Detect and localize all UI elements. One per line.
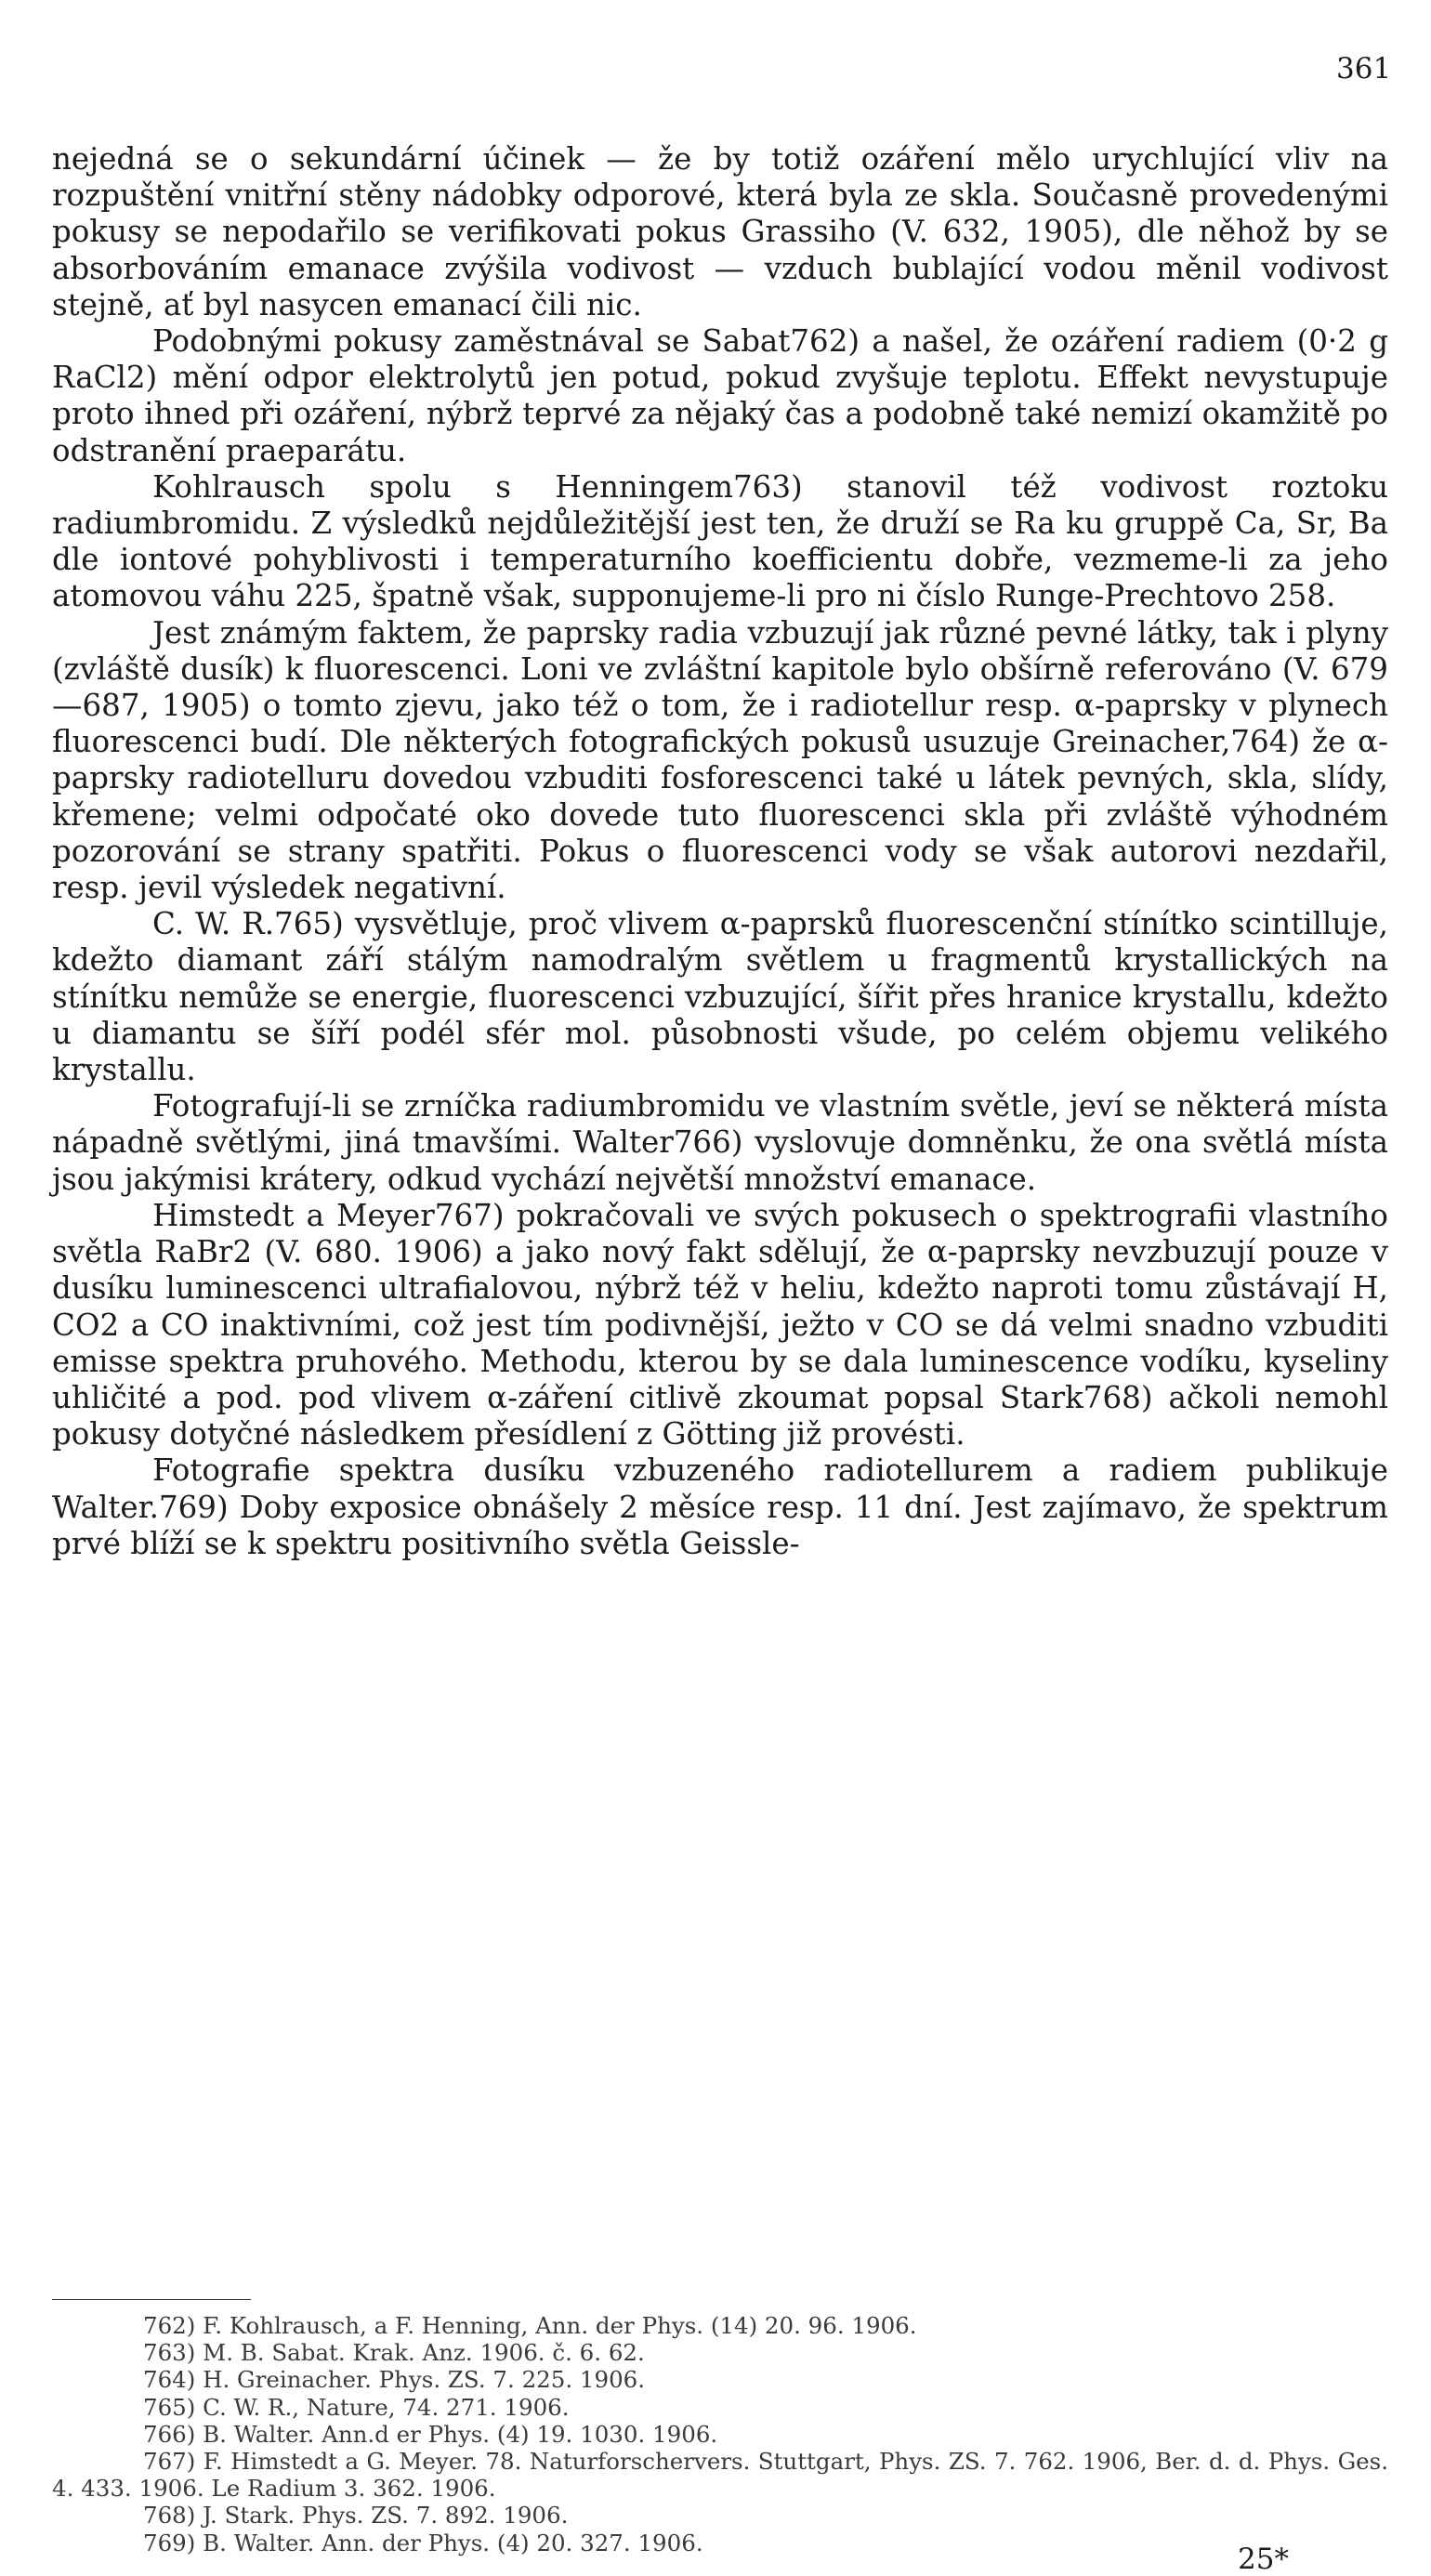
footnote: 762) F. Kohlrausch, a F. Henning, Ann. der Phys. (14) 20. 96. 1906.: [143, 2312, 917, 2339]
footnotes: [52, 2312, 1388, 2556]
paragraph: nejedná se o sekundární účinek — že by totiž ozáření mělo urychlující vliv na rozpuštění vnitřní stěny nádobky odporové, která byla ze skla. Současně provedenými pokusy se nepodařilo se verifikovati pokus Grassiho (V. 632, 1905), dle něhož by se absorbováním emanace zvýšila vodivost — vzduch bublající vodou měnil vodivost stejně, ať byl nasycen emanací čili nic.: [52, 141, 1388, 322]
footnote: 768) J. Stark. Phys. ZS. 7. 892. 1906.: [143, 2502, 569, 2530]
footnote: 769) B. Walter. Ann. der Phys. (4) 20. 327. 1906.: [143, 2529, 703, 2556]
page-number: 361: [1336, 52, 1392, 85]
paragraph: Fotografují-li se zrníčka radiumbromidu ve vlastním světle, jeví se některá místa nápadně světlými, jiná tmavšími. Walter766) vyslovuje domněnku, že ona světlá místa jsou jakýmisi krátery, odkud vychází největší množství emanace.: [52, 1088, 1388, 1197]
footnote-divider: [52, 2299, 251, 2300]
signature-mark: 25*: [1238, 2543, 1289, 2576]
paragraph: Jest známým faktem, že paprsky radia vzbuzují jak různé pevné látky, tak i plyny (zvláště dusík) k fluorescenci. Loni ve zvláštní kapitole bylo obšírně referováno (V. 679—687, 1905) o tomto zjevu, jako též o tom, že i radiotellur resp. α-paprsky v plynech fluorescenci budí. Dle některých fotografických pokusů usuzuje Greinacher,764) že α-paprsky radiotelluru dovedou vzbuditi fosforescenci také u látek pevných, skla, slídy, křemene; velmi odpočaté oko dovede tuto fluorescenci skla při zvláště výhodném pozorování se strany spatřiti. Pokus o fluorescenci vody se však autorovi nezdařil, resp. jevil výsledek negativní.: [52, 614, 1388, 906]
footnote: 764) H. Greinacher. Phys. ZS. 7. 225. 1906.: [143, 2366, 646, 2394]
footnote: 765) C. W. R., Nature, 74. 271. 1906.: [143, 2393, 570, 2421]
paragraph: Kohlrausch spolu s Henningem763) stanovil též vodivost roztoku radiumbromidu. Z výsledků nejdůležitější jest ten, že druží se Ra ku gruppě Ca, Sr, Ba dle iontové pohyblivosti i temperaturního koefficientu dobře, vezmeme-li za jeho atomovou váhu 225, špatně však, supponujeme-li pro ni číslo Runge-Prechtovo 258.: [52, 468, 1388, 614]
paragraph: C. W. R.765) vysvětluje, proč vlivem α-paprsků fluorescenční stínítko scintilluje, kdežto diamant září stálým namodralým světlem u fragmentů krystallických na stínítku nemůže se energie, fluorescenci vzbuzující, šířit přes hranice krystallu, kdežto u diamantu se šíří podél sfér mol. působnosti všude, po celém objemu velikého krystallu.: [52, 906, 1388, 1088]
footnote: 763) M. B. Sabat. Krak. Anz. 1906. č. 6. 62.: [143, 2339, 645, 2367]
paragraph: Himstedt a Meyer767) pokračovali ve svých pokusech o spektrografii vlastního světla RaBr2 (V. 680. 1906) a jako nový fakt sdělují, že α-paprsky nevzbuzují pouze v dusíku luminescenci ultrafialovou, nýbrž též v heliu, kdežto naproti tomu zůstávají H, CO2 a CO inaktivními, což jest tím podivnější, ježto v CO se dá velmi snadno vzbuditi emisse spektra pruhového. Methodu, kterou by se dala luminescence vodíku, kyseliny uhličité a pod. pod vlivem α-záření citlivě zkoumat popsal Stark768) ačkoli nemohl pokusy dotyčné následkem přesídlení z Götting již provésti.: [52, 1197, 1388, 1452]
body-text: [52, 141, 1388, 1562]
paragraph: Fotografie spektra dusíku vzbuzeného radiotellurem a radiem publikuje Walter.769) Doby exposice obnášely 2 měsíce resp. 11 dní. Jest zajímavo, že spektrum prvé blíží se k spektru positivního světla Geissle-: [52, 1452, 1388, 1561]
footnote: 767) F. Himstedt a G. Meyer. 78. Naturforschervers. Stuttgart, Phys. ZS. 7. 762. 1906, Ber. d. d. Phys. Ges. 4. 433. 1906. Le Radium 3. 362. 1906.: [52, 2448, 1388, 2503]
footnote: 766) B. Walter. Ann.d er Phys. (4) 19. 1030. 1906.: [143, 2420, 718, 2448]
paragraph: Podobnými pokusy zaměstnával se Sabat762) a našel, že ozáření radiem (0·2 g RaCl2) mění odpor elektrolytů jen potud, pokud zvyšuje teplotu. Effekt nevystupuje proto ihned při ozáření, nýbrž teprvé za nějaký čas a podobně také nemizí okamžitě po odstranění praeparátu.: [52, 323, 1388, 468]
